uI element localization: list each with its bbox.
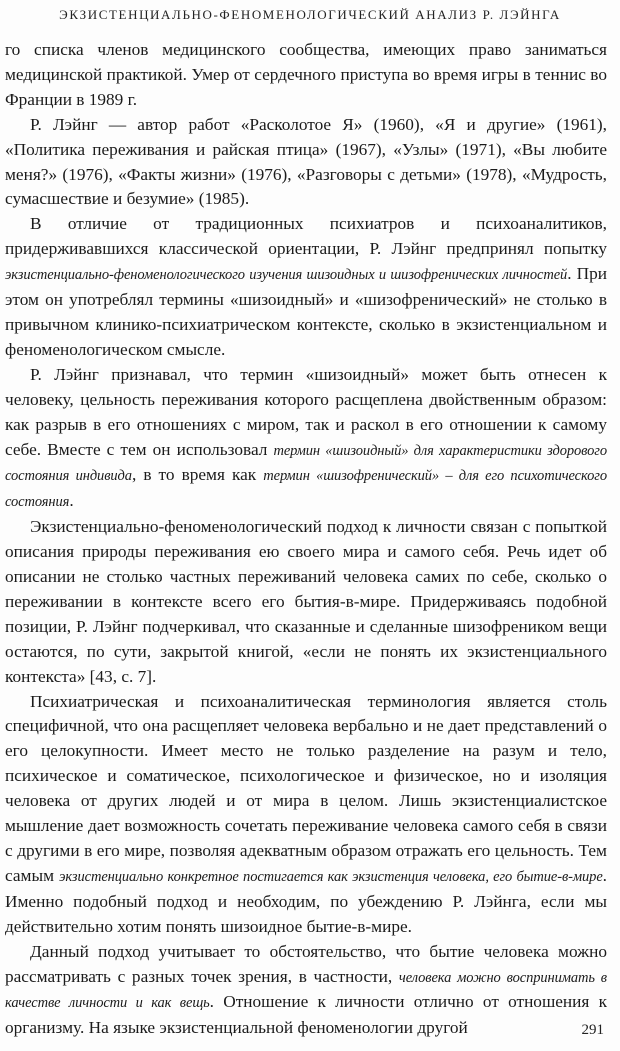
paragraph-text: Данный подход учитывает то обстоятельство, что бытие человека можно рассматривать с разных точек зрения, в частности,	[5, 941, 607, 986]
paragraph-text: , в то время как	[131, 465, 264, 485]
running-title: ЭКЗИСТЕНЦИАЛЬНО-ФЕНОМЕНОЛОГИЧЕСКИЙ АНАЛИЗ Р. ЛЭЙНГА	[59, 7, 561, 22]
paragraph	[5, 515, 607, 689]
italic-emphasis: экзистенциально-феноменологического изучения шизоидных и шизофренических личностей	[5, 267, 568, 284]
body-text	[5, 38, 607, 1041]
paragraph-text: Экзистенциально-феноменологический подход к личности связан с попыткой описания природы переживания ею своего мира и самого себя. Речь идет об описании не столько частных переживаний человека самих по себе, сколько о переживании в контексте всего его бытия-в-мире. Придерживаясь подобной позиции, Р. Лэйнг подчеркивал, что сказанные и сделанные шизофреником вещи остаются, по сути, закрытой книгой, «если не понять их экзистенциального контекста» [43, с. 7].	[5, 517, 607, 686]
paragraph	[5, 113, 607, 213]
paragraph-text: го списка членов медицинского сообщества, имеющих право заниматься медицинской практикой. Умер от сердечного приступа во время игры в теннис во Франции в 1989 г.	[5, 40, 607, 109]
paragraph	[5, 940, 607, 1042]
paragraph-text: Р. Лэйнг — автор работ «Расколотое Я» (1960), «Я и другие» (1961), «Политика переживания и райская птица» (1967), «Узлы» (1971), «Вы любите меня?» (1976), «Факты жизни» (1976), «Разговоры с детьми» (1978), «Мудрость, сумасшествие и безумие» (1985).	[5, 114, 607, 209]
italic-emphasis: термин «шизофренический» – для его психотического состояния	[5, 468, 608, 511]
italic-emphasis: человека можно воспринимать в качестве личности и как вещь	[5, 969, 607, 1012]
italic-emphasis: экзистенциально конкретное постигается как экзистенция человека, его бытие-в-мире	[59, 868, 603, 885]
paragraph	[5, 690, 607, 940]
paragraph-text: В отличие от традиционных психиатров и психоаналитиков, придерживавшихся классической ориентации, Р. Лэйнг предпринял попытку	[5, 214, 607, 259]
paragraph-text: Р. Лэйнг признавал, что термин «шизоидный» может быть отнесен к человеку, цельность переживания которого расщеплена двойственным образом: как разрыв в его отношениях с миром, так и раскол в его отношении к самому себе. Вместе с тем он использовал	[5, 364, 607, 459]
paragraph-text: Психиатрическая и психоаналитическая терминология является столь специфичной, что она расщепляет человека вербально и не дает представлений о его целокупности. Имеет место не только разделение на разум и тело, психическое и соматическое, психологическое и физическое, но и изоляция человека от других людей и от мира в целом. Лишь экзистенциалистское мышление дает возможность сочетать переживание человека самого себя в связи с другими в его мире, позволяя адекватным образом отражать его цельность. Тем самым	[5, 691, 607, 885]
paragraph-text: . При этом он употреблял термины «шизоидный» и «шизофренический» не столько в привычном клинико-психиатрическом контексте, сколько в экзистенциальном и феноменологическом смысле.	[5, 264, 607, 359]
paragraph	[5, 363, 607, 515]
paragraph	[5, 212, 607, 362]
paragraph	[5, 38, 607, 113]
paragraph-text: .	[69, 491, 74, 511]
paragraph-text: . Именно подобный подход и необходим, по убеждению Р. Лэйнга, если мы действительно хотим понять шизоидное бытие-в-мире.	[5, 865, 607, 936]
paragraph-text: . Отношение к личности отлично от отношения к организму. На языке экзистенциальной феноменологии другой	[5, 992, 607, 1038]
italic-emphasis: термин «шизоидный» для характеристики здорового состояния индивида	[5, 442, 608, 485]
page-number: 291	[581, 1022, 604, 1038]
